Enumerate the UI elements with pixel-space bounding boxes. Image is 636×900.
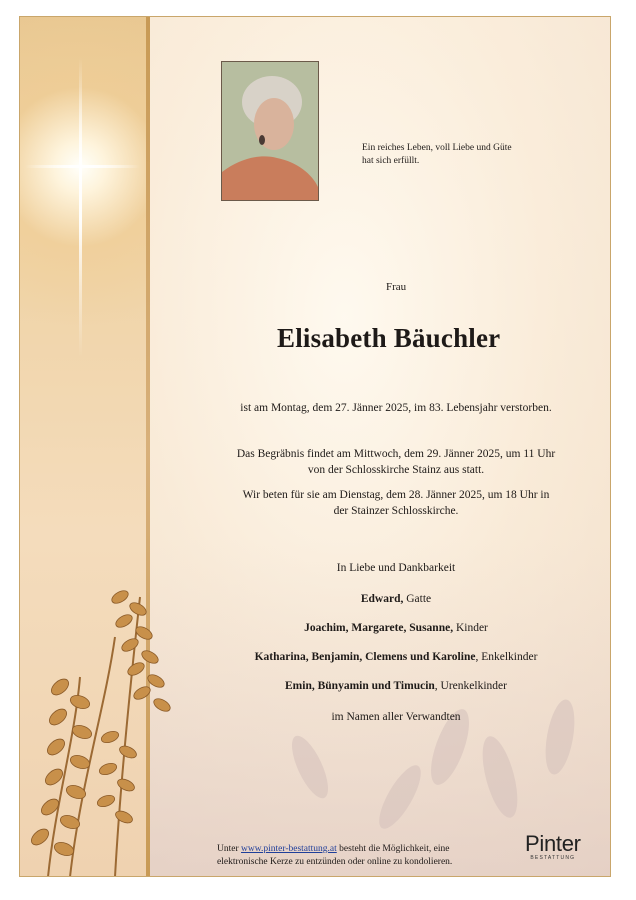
footer-line-2: elektronische Kerze zu entzünden oder online zu kondolieren. [217,857,453,867]
footer-line-1 [217,843,452,856]
relatives-line: im Namen aller Verwandten [331,711,461,723]
light-cross-beam [25,165,140,168]
wheat-illustration [20,537,611,877]
logo-subtitle: BESTATTUNG [530,855,576,861]
footer-suffix: besteht die Möglichkeit, eine [336,844,450,854]
mourner-relation: , Enkelkinder [475,651,538,663]
salutation: Frau [386,281,407,293]
motto-line-2: hat sich erfüllt. [362,156,420,166]
mourner-relation: Kinder [453,622,488,634]
pinter-website-link[interactable]: www.pinter-bestattung.at [241,844,337,854]
prayer-line-1: Wir beten für sie am Dienstag, dem 28. Jänner 2025, um 18 Uhr in [242,489,550,501]
mourner-names: Joachim, Margarete, Susanne, [304,622,454,634]
mourner-line [186,678,606,694]
mourner-relation: Gatte [403,593,432,605]
mourner-names: Edward, [360,593,404,605]
logo-name: Pinter [525,831,581,856]
mourner-names: Katharina, Benjamin, Clemens und Karoline [254,651,476,663]
footer-prefix: Unter [217,844,242,854]
funeral-info [186,446,606,478]
mourner-line [186,620,606,636]
funeral-line-1: Das Begräbnis findet am Mittwoch, dem 29. Jänner 2025, um 11 Uhr [236,448,556,460]
motto-line-1: Ein reiches Leben, voll Liebe und Güte [362,143,512,153]
portrait-image [222,62,318,200]
mourner-line [186,649,606,665]
light-cross-icon [79,57,82,357]
memorial-motto [362,142,512,168]
deceased-name: Elisabeth Bäuchler [277,323,501,353]
prayer-info [186,487,606,519]
closing-words: In Liebe und Dankbarkeit [336,562,456,574]
funeral-line-2: von der Schlosskirche Stainz aus statt. [307,464,485,476]
pinter-logo [525,833,581,861]
mourner-names: Emin, Bünyamin und Timucin [285,680,435,692]
prayer-line-2: der Stainzer Schlosskirche. [333,505,459,517]
obituary-card [19,16,611,877]
death-notice: ist am Montag, dem 27. Jänner 2025, im 83. Lebensjahr verstorben. [240,402,552,414]
footer-note [217,843,452,869]
mourner-line [186,591,606,607]
portrait-photo [221,61,319,201]
mourner-relation: , Urenkelkinder [434,680,507,692]
